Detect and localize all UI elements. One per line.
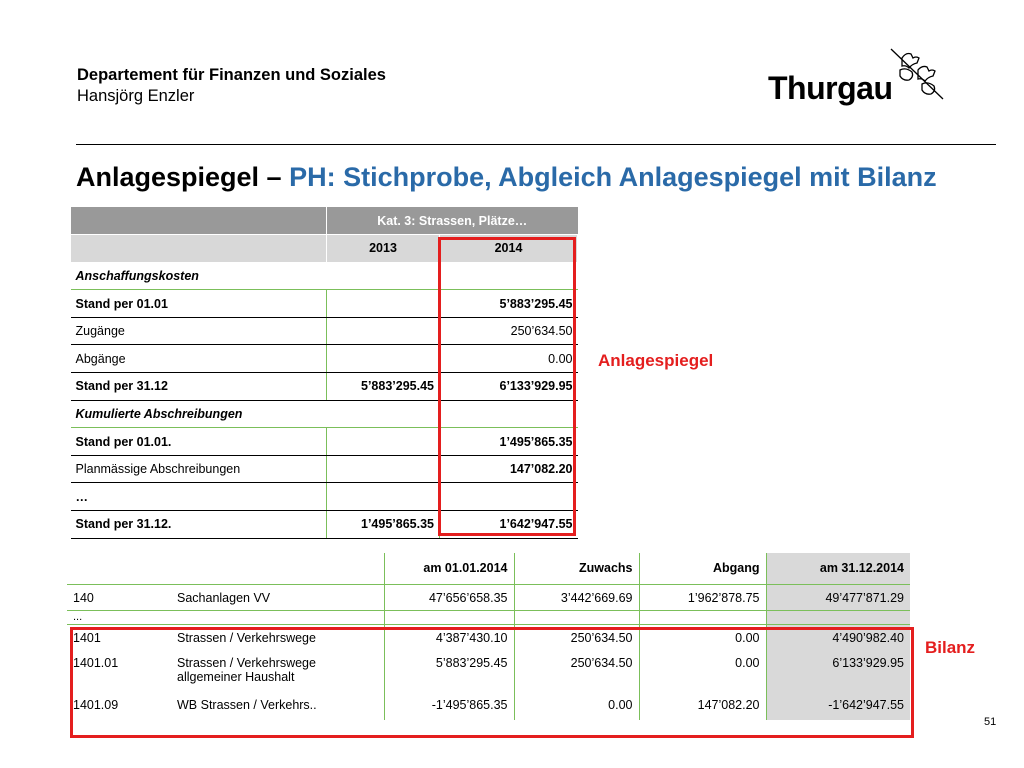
anlagespiegel-cell-label: Stand per 01.01 (71, 290, 327, 318)
bilanz-cell-v3: 0.00 (639, 624, 766, 650)
bilanz-annotation: Bilanz (925, 638, 976, 657)
bilanz-cell-v4: -1’642’947.55 (766, 692, 910, 720)
bilanz-cell-v3: 1’962’878.75 (639, 584, 766, 610)
bilanz-cell-v2: 3’442’669.69 (514, 584, 639, 610)
bilanz-cell-v3 (639, 610, 766, 624)
thurgau-coat-of-arms-icon (888, 46, 946, 102)
anlagespiegel-cell-label: Abgänge (71, 345, 327, 373)
bilanz-highlight-box (70, 627, 914, 738)
bilanz-cell-name: Strassen / Verkehrswege allgemeiner Haushalt (177, 656, 316, 684)
bilanz-cell-account: ... (67, 610, 171, 624)
anlagespiegel-cell-y2013 (327, 262, 440, 290)
bilanz-cell-v3: 0.00 (639, 650, 766, 692)
anlagespiegel-cell-label: Kumulierte Abschreibungen (71, 400, 327, 428)
bilanz-cell-account: 1401.01 (73, 656, 119, 670)
anlagespiegel-cell-y2013 (327, 317, 440, 345)
anlagespiegel-cell-label: Anschaffungskosten (71, 262, 327, 290)
anlagespiegel-cell-y2014: 1’642’947.55 (440, 511, 578, 539)
anlagespiegel-cell-label: Planmässige Abschreibungen (71, 455, 327, 483)
anlagespiegel-cell-y2013: 1’495’865.35 (327, 511, 440, 539)
thurgau-logo-text: Thurgau (768, 70, 893, 106)
anlagespiegel-cell-y2013: 5’883’295.45 (327, 373, 440, 401)
bilanz-cell-account: 140 (67, 584, 171, 610)
bilanz-cell-v1: 5’883’295.45 (384, 650, 514, 692)
bilanz-cell-v1: 4’387’430.10 (384, 624, 514, 650)
anlagespiegel-highlight-box (438, 237, 576, 536)
anlagespiegel-annotation: Anlagespiegel (598, 351, 714, 370)
anlagespiegel-cell-label: Stand per 01.01. (71, 428, 327, 456)
bilanz-cell-v2 (514, 610, 639, 624)
anlagespiegel-cell-y2013 (327, 428, 440, 456)
anlagespiegel-year-blank (71, 235, 327, 263)
bilanz-header-end: am 31.12.2014 (766, 553, 910, 584)
bilanz-cell-v1: 47’656’658.35 (384, 584, 514, 610)
bilanz-cell-v1: -1’495’865.35 (384, 692, 514, 720)
anlagespiegel-cell-y2014: 6’133’929.95 (440, 373, 578, 401)
anlagespiegel-cell-y2013 (327, 455, 440, 483)
anlagespiegel-year-2014: 2014 (440, 235, 578, 263)
bilanz-header-zuwachs: Zuwachs (514, 553, 639, 584)
bilanz-row (67, 584, 910, 610)
anlagespiegel-cell-label: Stand per 31.12 (71, 373, 327, 401)
bilanz-cell-v2: 0.00 (514, 692, 639, 720)
anlagespiegel-cell-label: Zugänge (71, 317, 327, 345)
bilanz-cell-v4 (766, 610, 910, 624)
anlagespiegel-cell-y2014: 147’082.20 (440, 455, 578, 483)
bilanz-row (67, 610, 910, 624)
person-name: Hansjörg Enzler (77, 87, 195, 105)
anlagespiegel-category-header: Kat. 3: Strassen, Plätze… (327, 207, 578, 235)
anlagespiegel-cell-label: … (71, 483, 327, 511)
anlagespiegel-header-blank (71, 207, 327, 235)
anlagespiegel-cell-y2014: 250’634.50 (440, 317, 578, 345)
slide-title (76, 162, 937, 193)
bilanz-cell-name: Strassen / Verkehrswege (177, 630, 316, 645)
bilanz-cell-v4: 4’490’982.40 (766, 624, 910, 650)
anlagespiegel-cell-y2014: 0.00 (440, 345, 578, 373)
bilanz-cell-v4: 6’133’929.95 (766, 650, 910, 692)
bilanz-header-abgang: Abgang (639, 553, 766, 584)
bilanz-cell-v1 (384, 610, 514, 624)
bilanz-cell-v2: 250’634.50 (514, 624, 639, 650)
anlagespiegel-cell-y2013 (327, 345, 440, 373)
header-divider (76, 144, 996, 145)
bilanz-header-blank-2 (171, 553, 384, 584)
department-name: Departement für Finanzen und Soziales (77, 66, 386, 84)
anlagespiegel-cell-label: Stand per 31.12. (71, 511, 327, 539)
anlagespiegel-cell-y2013 (327, 400, 440, 428)
bilanz-cell-account: 1401.09 (73, 698, 119, 712)
bilanz-cell-account: 1401 (73, 630, 101, 645)
bilanz-cell-name: Sachanlagen VV (171, 584, 384, 610)
bilanz-header-blank-1 (67, 553, 171, 584)
bilanz-cell-v3: 147’082.20 (639, 692, 766, 720)
bilanz-header-start: am 01.01.2014 (384, 553, 514, 584)
anlagespiegel-year-2013: 2013 (327, 235, 440, 263)
title-main: Anlagespiegel – (76, 162, 290, 192)
bilanz-cell-name (171, 610, 384, 624)
bilanz-cell-name: WB Strassen / Verkehrs.. (177, 698, 317, 712)
anlagespiegel-cell-y2013 (327, 290, 440, 318)
bilanz-cell-v2: 250’634.50 (514, 650, 639, 692)
bilanz-cell-v4: 49’477’871.29 (766, 584, 910, 610)
title-accent: PH: Stichprobe, Abgleich Anlagespiegel mit Bilanz (289, 162, 937, 192)
page-number: 51 (984, 716, 997, 728)
anlagespiegel-cell-y2014: 1’495’865.35 (440, 428, 578, 456)
anlagespiegel-cell-y2014: 5’883’295.45 (440, 290, 578, 318)
anlagespiegel-cell-y2013 (327, 483, 440, 511)
